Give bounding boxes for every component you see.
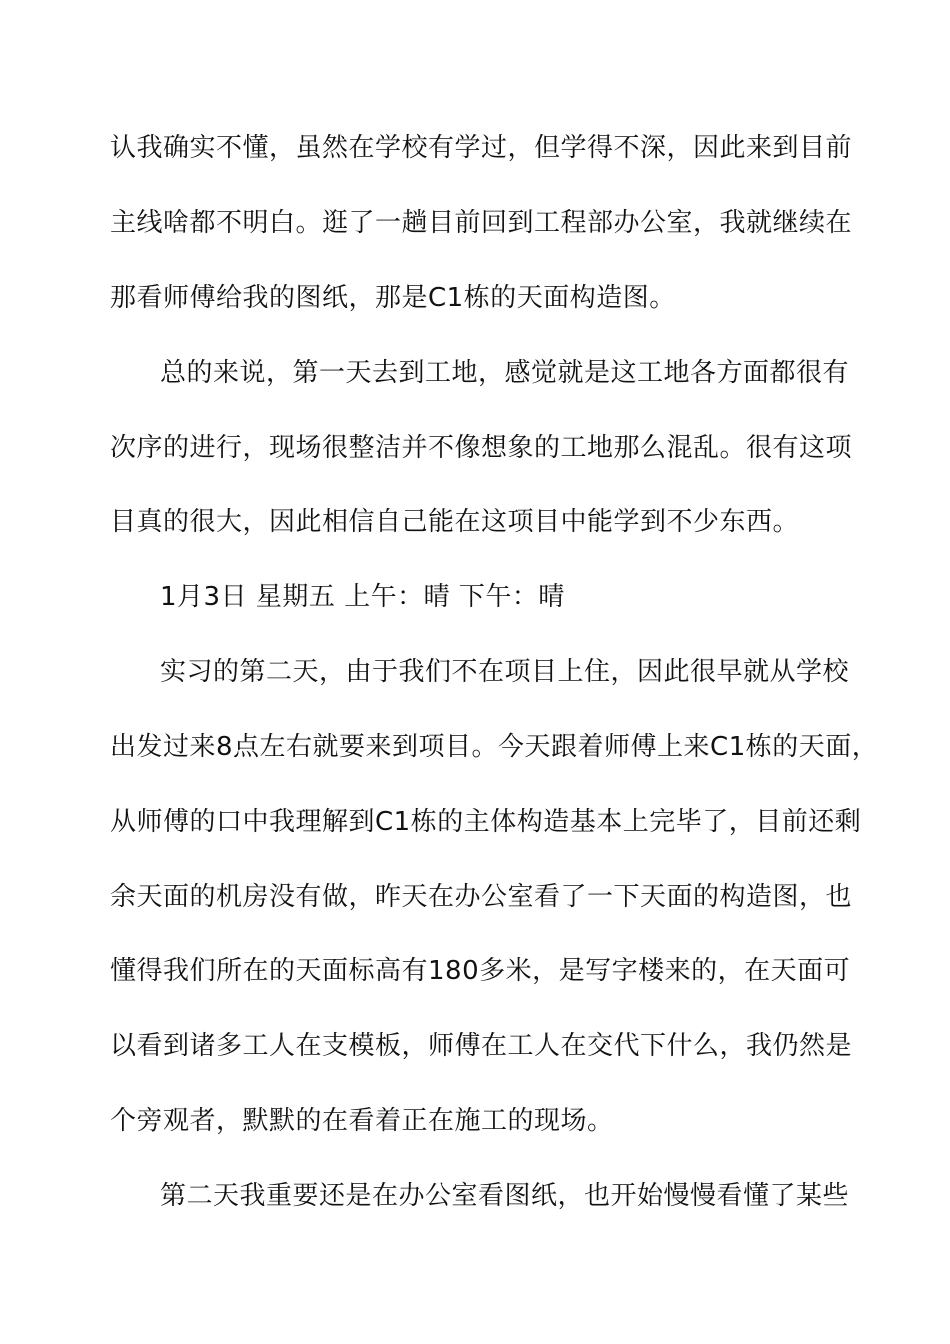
text-line: 出发过来8点左右就要来到项目。今天跟着师傅上来C1栋的天面， bbox=[110, 732, 879, 762]
paragraph-start-line: 总的来说，第一天去到工地，感觉就是这工地各方面都很有 bbox=[160, 358, 850, 388]
paragraph-start-line: 实习的第二天，由于我们不在项目上住，因此很早就从学校 bbox=[160, 657, 850, 687]
text-line: 认我确实不懂，虽然在学校有学过，但学得不深，因此来到目前 bbox=[110, 133, 853, 163]
text-line: 个旁观者，默默的在看着正在施工的现场。 bbox=[110, 1106, 614, 1136]
text-line: 余天面的机房没有做，昨天在办公室看了一下天面的构造图，也 bbox=[110, 882, 853, 912]
text-line: 目真的很大，因此相信自己能在这项目中能学到不少东西。 bbox=[110, 507, 800, 537]
text-line: 主线啥都不明白。逛了一趟目前回到工程部办公室，我就继续在 bbox=[110, 208, 853, 238]
text-line: 次序的进行，现场很整洁并不像想象的工地那么混乱。很有这项 bbox=[110, 433, 853, 463]
text-line: 懂得我们所在的天面标高有180多米，是写字楼来的，在天面可 bbox=[110, 956, 851, 986]
date-weather-heading: 1月3日 星期五 上午：晴 下午：晴 bbox=[160, 582, 565, 612]
paragraph-start-line: 第二天我重要还是在办公室看图纸，也开始慢慢看懂了某些 bbox=[160, 1181, 850, 1211]
text-line: 以看到诸多工人在支模板，师傅在工人在交代下什么，我仍然是 bbox=[110, 1031, 853, 1061]
text-line: 那看师傅给我的图纸，那是C1栋的天面构造图。 bbox=[110, 283, 676, 313]
text-line: 从师傅的口中我理解到C1栋的主体构造基本上完毕了，目前还剩 bbox=[110, 807, 862, 837]
